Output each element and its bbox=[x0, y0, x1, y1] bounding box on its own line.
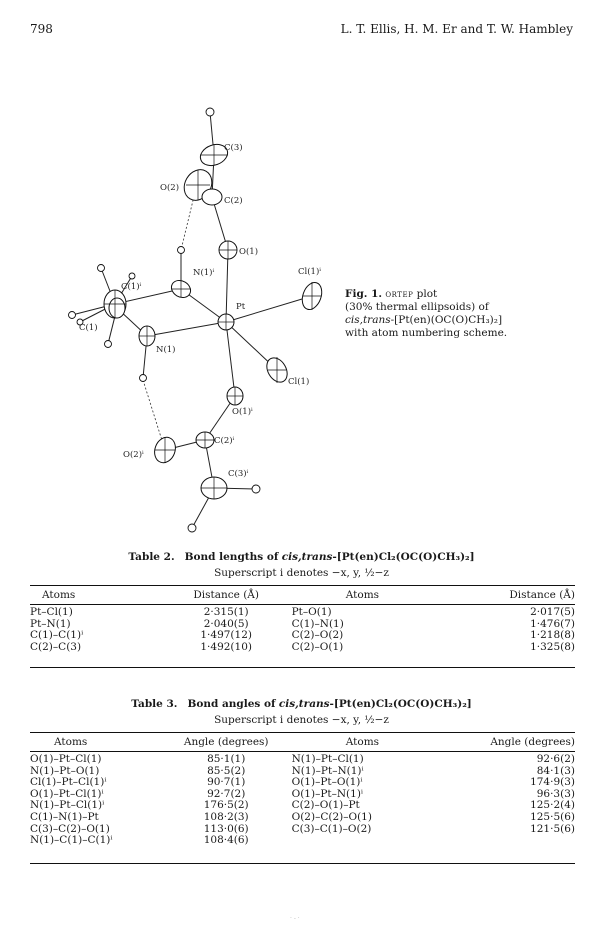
table-cell bbox=[292, 835, 434, 847]
table-cell: 1·218(8) bbox=[530, 629, 575, 642]
running-head-authors: L. T. Ellis, H. M. Er and T. W. Hambley bbox=[340, 22, 573, 36]
atom-label-n1: N(1) bbox=[156, 345, 176, 355]
table-cell: C(2)–O(1) bbox=[291, 640, 344, 653]
table3-label: Table 3. bbox=[131, 698, 178, 710]
table-cell: Pt–O(1) bbox=[291, 606, 332, 618]
table-cell: O(2)–C(2)–O(1) bbox=[291, 810, 372, 823]
atom-label-c3: C(3) bbox=[224, 143, 243, 153]
table-cell: N(1)–Pt–Cl(1)ⁱ bbox=[30, 799, 105, 812]
table3-title-formula: -[Pt(en)Cl₂(OC(O)CH₃)₂] bbox=[329, 698, 472, 710]
table-cell: 1·492(10) bbox=[200, 640, 252, 653]
figure-caption-line2: (30% thermal ellipsoids) of bbox=[345, 301, 489, 313]
table-row bbox=[30, 607, 575, 619]
table-cell: C(2)–O(2) bbox=[291, 629, 344, 642]
table-cell: C(1)–N(1) bbox=[291, 617, 344, 630]
scan-mark: · ‐ · bbox=[290, 915, 300, 922]
figure-method: ortep bbox=[385, 288, 414, 300]
table3 bbox=[30, 735, 575, 847]
table-cell: 121·5(6) bbox=[530, 822, 575, 835]
table2-title bbox=[0, 551, 603, 564]
table2-header-atoms: Atoms bbox=[42, 589, 76, 602]
figure-compound-prefix: cis,trans bbox=[345, 314, 391, 326]
figure-compound-main: -[Pt(en)(OC(O)CH₃)₂] bbox=[390, 314, 503, 326]
table-cell: 85·5(2) bbox=[207, 764, 246, 777]
atom-label-cl1i: Cl(1)ⁱ bbox=[298, 267, 321, 277]
table-cell: C(3)–C(1)–O(2) bbox=[291, 822, 372, 835]
table-cell: C(1)–N(1)–Pt bbox=[30, 810, 99, 823]
table2-title-formula: -[Pt(en)Cl₂(OC(O)CH₃)₂] bbox=[332, 551, 475, 563]
table-cell: O(1)–Pt–Cl(1)ⁱ bbox=[30, 787, 104, 800]
table-cell: 2·315(1) bbox=[203, 606, 249, 618]
table-cell: 125·5(6) bbox=[530, 810, 575, 823]
table-cell: O(1)–Pt–O(1)ⁱ bbox=[291, 776, 363, 789]
table-cell: 113·0(6) bbox=[203, 822, 249, 835]
table-row bbox=[30, 812, 575, 824]
table3-header-angle-2: Angle (degrees) bbox=[490, 736, 575, 749]
table-cell: O(1)–Pt–N(1)ⁱ bbox=[291, 787, 364, 800]
table2-top-rule bbox=[30, 585, 575, 586]
table3-header-atoms-2: Atoms bbox=[345, 736, 380, 749]
table-cell: C(3)–C(2)–O(1) bbox=[30, 822, 110, 835]
table-cell: 90·7(1) bbox=[207, 776, 246, 789]
table3-top-rule bbox=[30, 732, 575, 733]
table-cell: N(1)–Pt–Cl(1) bbox=[291, 753, 364, 765]
table-cell: Cl(1)–Pt–Cl(1)ⁱ bbox=[30, 776, 107, 789]
atom-label-c1: C(1) bbox=[79, 323, 98, 333]
table-cell: 1·476(7) bbox=[530, 617, 575, 630]
table-cell bbox=[433, 835, 575, 847]
table-cell: 84·1(3) bbox=[536, 764, 575, 777]
table-cell: 96·3(3) bbox=[536, 787, 575, 800]
atom-label-c3i: C(3)ⁱ bbox=[228, 469, 249, 479]
table-cell: C(1)–C(1)ⁱ bbox=[30, 629, 84, 642]
table3-title-text: Bond angles of bbox=[187, 698, 276, 710]
table2 bbox=[30, 588, 575, 653]
table-cell: 92·6(2) bbox=[536, 753, 575, 765]
figure-caption-line4: with atom numbering scheme. bbox=[345, 327, 508, 339]
atom-label-c2i: C(2)ⁱ bbox=[214, 436, 235, 446]
table-cell: 85·1(1) bbox=[207, 753, 246, 765]
atom-label-o1i: O(1)ⁱ bbox=[232, 407, 253, 417]
atom-label-cl1: Cl(1) bbox=[288, 377, 310, 387]
table-row bbox=[30, 642, 575, 654]
table-row bbox=[30, 754, 575, 766]
table-cell: 92·7(2) bbox=[207, 787, 246, 800]
table2-title-italic: cis,trans bbox=[281, 551, 333, 563]
atom-label-n1i: N(1)ⁱ bbox=[193, 268, 215, 278]
table-cell: O(1)–Pt–Cl(1) bbox=[30, 753, 102, 765]
table-cell: 108·4(6) bbox=[203, 834, 249, 847]
table-cell: 1·497(12) bbox=[200, 629, 252, 642]
table3-title-italic: cis,trans bbox=[278, 698, 330, 710]
table3-subtitle: Superscript i denotes −x, y, ½−z bbox=[214, 714, 389, 726]
table2-title-text: Bond lengths of bbox=[184, 551, 279, 563]
table3-title bbox=[0, 698, 603, 711]
table2-header-row bbox=[30, 588, 575, 605]
page-number: 798 bbox=[30, 22, 53, 36]
atom-label-c2: C(2) bbox=[224, 196, 243, 206]
table-cell: 174·9(3) bbox=[530, 776, 575, 789]
table-cell: 1·325(8) bbox=[530, 640, 575, 653]
table-cell: Pt–N(1) bbox=[30, 617, 71, 630]
table2-header-distance: Distance (Å) bbox=[193, 589, 259, 602]
atom-label-pt: Pt bbox=[236, 302, 246, 312]
table-cell: 176·5(2) bbox=[203, 799, 249, 812]
table3-header-angle: Angle (degrees) bbox=[183, 736, 269, 749]
atom-label-o2i: O(2)ⁱ bbox=[123, 450, 144, 460]
table-cell: N(1)–C(1)–C(1)ⁱ bbox=[30, 834, 113, 847]
table2-header-distance-2: Distance (Å) bbox=[509, 589, 575, 602]
atom-label-o2: O(2) bbox=[160, 183, 180, 193]
table2-subtitle: Superscript i denotes −x, y, ½−z bbox=[214, 567, 389, 579]
table-cell: C(2)–O(1)–Pt bbox=[291, 799, 360, 812]
table3-bottom-rule bbox=[30, 863, 575, 864]
table3-header-atoms: Atoms bbox=[54, 736, 88, 749]
atom-label-c1i: C(1)ⁱ bbox=[121, 282, 142, 292]
table-cell: N(1)–Pt–O(1) bbox=[30, 764, 100, 777]
table-cell: Pt–Cl(1) bbox=[30, 606, 73, 618]
table2-bottom-rule bbox=[30, 667, 575, 668]
table2-label: Table 2. bbox=[128, 551, 175, 563]
table-row bbox=[30, 835, 575, 847]
table3-header-row bbox=[30, 735, 575, 752]
table-cell: 108·2(3) bbox=[203, 810, 249, 823]
figure-label: Fig. 1. bbox=[345, 288, 383, 300]
figure-caption bbox=[345, 288, 545, 340]
table-cell: 125·2(4) bbox=[530, 799, 575, 812]
table-cell: C(2)–C(3) bbox=[30, 640, 82, 653]
atom-label-o1: O(1) bbox=[239, 247, 259, 257]
figure-plot-word: plot bbox=[416, 288, 438, 300]
table-cell: 2·040(5) bbox=[203, 617, 249, 630]
table-cell: N(1)–Pt–N(1)ⁱ bbox=[291, 764, 364, 777]
table2-header-atoms-2: Atoms bbox=[345, 589, 380, 602]
table-cell: 2·017(5) bbox=[530, 606, 575, 618]
